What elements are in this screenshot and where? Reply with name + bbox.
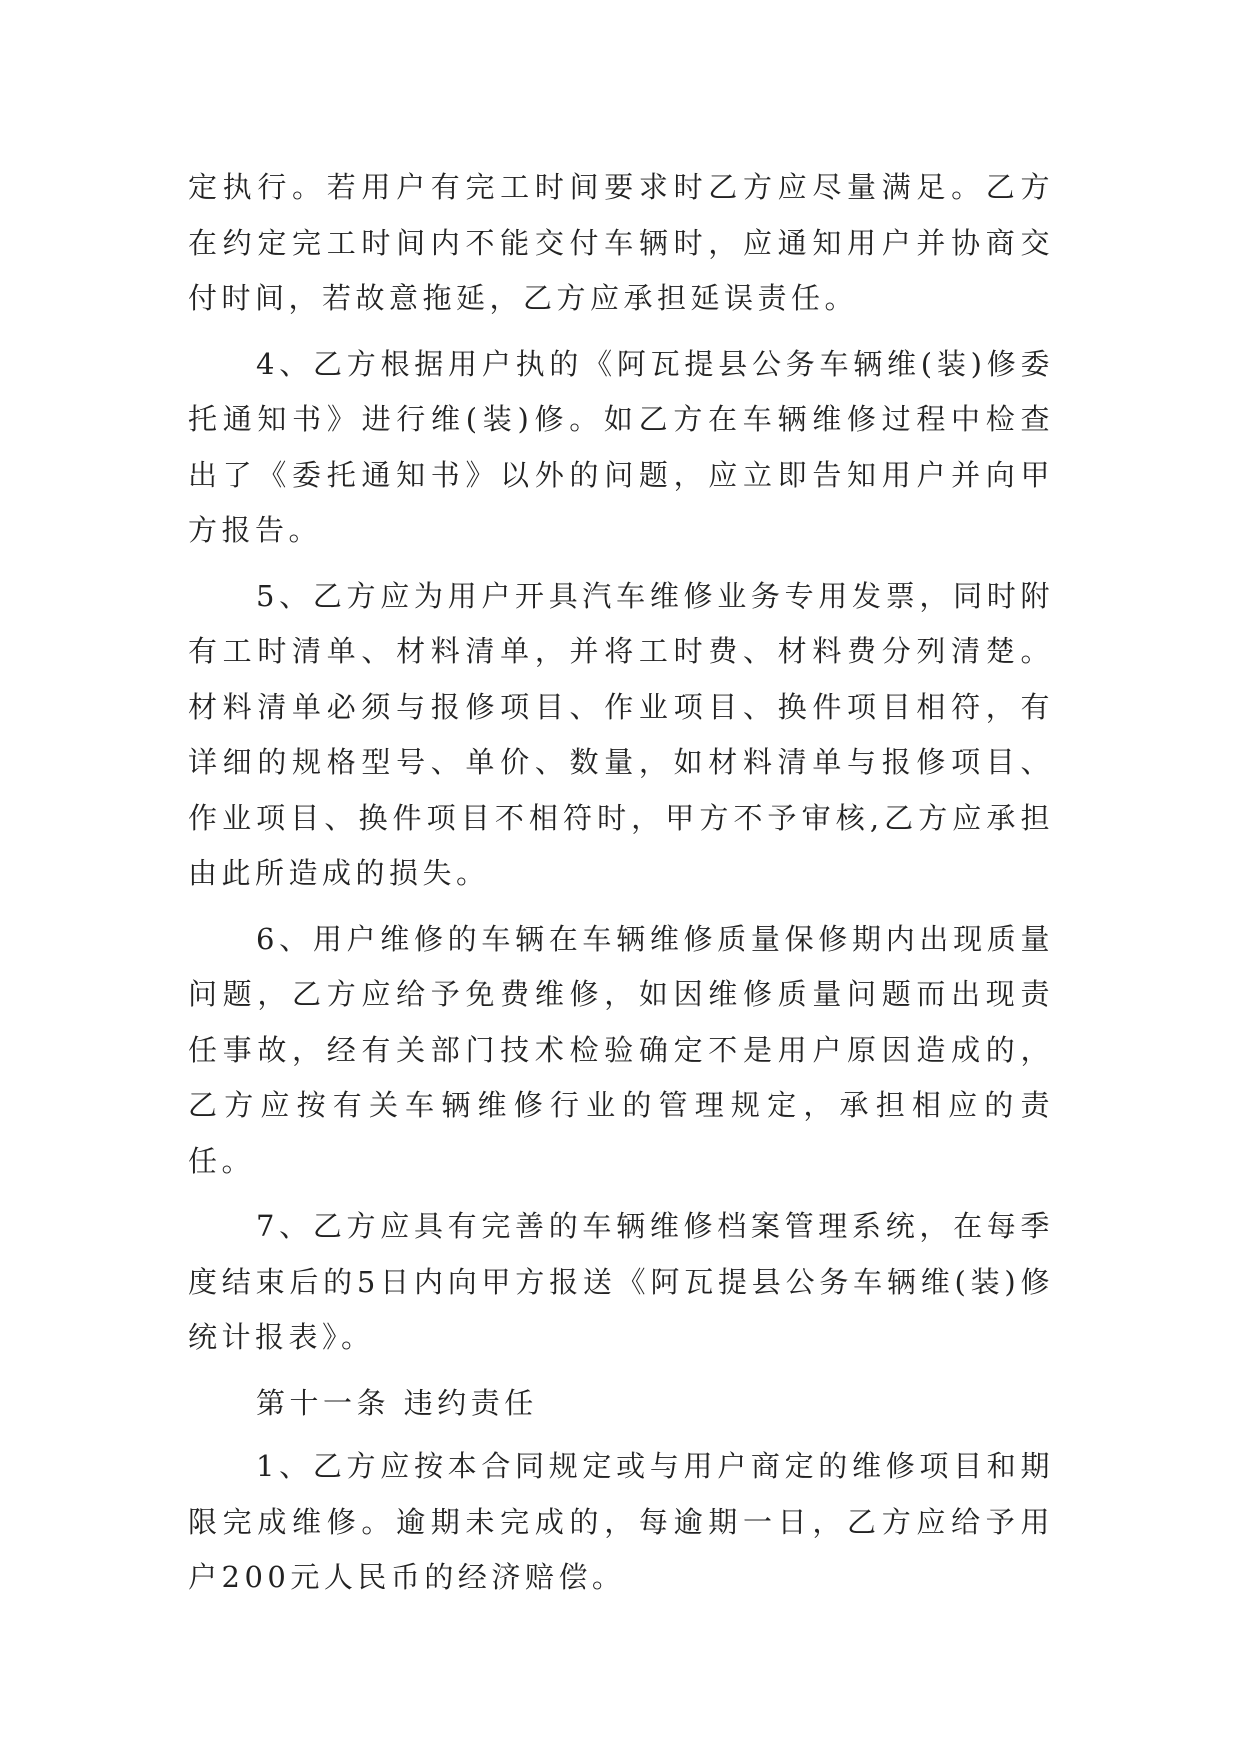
paragraph-item-7: 7、乙方应具有完善的车辆维修档案管理系统，在每季度结束后的5日内向甲方报送《阿瓦提县公务车辆维(装)修统计报表》。 [188,1209,1054,1354]
paragraph-item-4: 4、乙方根据用户执的《阿瓦提县公务车辆维(装)修委托通知书》进行维(装)修。如乙方在车辆维修过程中检查出了《委托通知书》以外的问题，应立即告知用户并向甲方报告。 [188,346,1054,547]
paragraph-item-6: 6、用户维修的车辆在车辆维修质量保修期内出现质量问题，乙方应给予免费维修，如因维修质量问题而出现责任事故，经有关部门技术检验确定不是用户原因造成的，乙方应按有关车辆维修行业的管理规定，承担相应的责任。 [188,921,1054,1178]
paragraph-item-5: 5、乙方应为用户开具汽车维修业务专用发票，同时附有工时清单、材料清单，并将工时费、材料费分列清楚。材料清单必须与报修项目、作业项目、换件项目相符，有详细的规格型号、单价、数量，如材料清单与报修项目、作业项目、换件项目不相符时，甲方不予审核,乙方应承担由此所造成的损失。 [188,578,1054,890]
paragraph-continuation: 定执行。若用户有完工时间要求时乙方应尽量满足。乙方在约定完工时间内不能交付车辆时，应通知用户并协商交付时间，若故意拖延，乙方应承担延误责任。 [188,170,1054,315]
paragraph-liability-1: 1、乙方应按本合同规定或与用户商定的维修项目和期限完成维修。逾期未完成的，每逾期一日，乙方应给予用户200元人民币的经济赔偿。 [188,1449,1054,1594]
document-body [188,160,1054,1616]
section-heading: 第十一条 违约责任 [256,1385,538,1420]
